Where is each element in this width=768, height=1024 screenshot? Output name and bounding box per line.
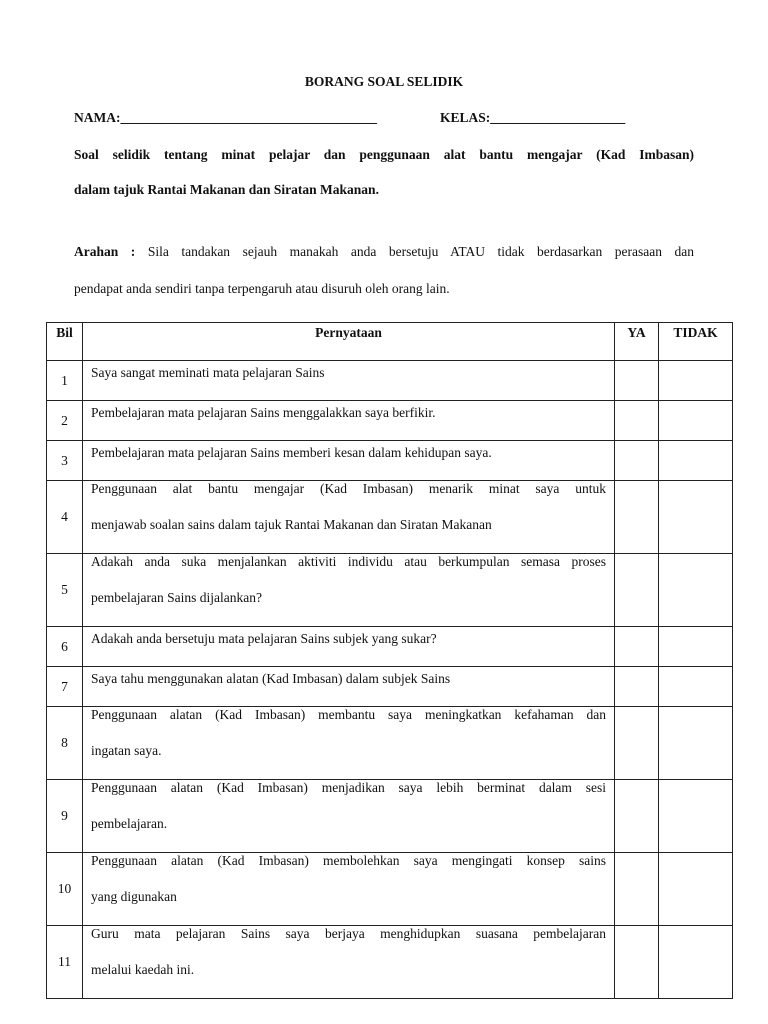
- table-row: [47, 481, 733, 554]
- row-number: 7: [47, 667, 83, 707]
- table-header-row: [47, 323, 733, 361]
- tidak-checkbox-cell[interactable]: [659, 627, 733, 667]
- statement-line-1: Penggunaan alat bantu mengajar (Kad Imbasan) menarik minat saya untuk: [91, 481, 606, 496]
- ya-checkbox-cell[interactable]: [615, 481, 659, 554]
- form-title: BORANG SOAL SELIDIK: [304, 74, 464, 89]
- statement-line-2: menjawab soalan sains dalam tajuk Rantai Makanan dan Siratan Makanan: [91, 517, 492, 532]
- intro-line-1: Soal selidik tentang minat pelajar dan penggunaan alat bantu mengajar (Kad Imbasan): [74, 147, 694, 162]
- tidak-checkbox-cell[interactable]: [659, 707, 733, 780]
- row-number: 3: [47, 441, 83, 481]
- ya-checkbox-cell[interactable]: [615, 441, 659, 481]
- tidak-checkbox-cell[interactable]: [659, 361, 733, 401]
- ya-checkbox-cell[interactable]: [615, 667, 659, 707]
- row-number: 2: [47, 401, 83, 441]
- header-tidak: TIDAK: [659, 323, 733, 361]
- tidak-checkbox-cell[interactable]: [659, 441, 733, 481]
- statement-text: Pembelajaran mata pelajaran Sains menggalakkan saya berfikir.: [91, 405, 436, 420]
- tidak-checkbox-cell[interactable]: [659, 780, 733, 853]
- ya-checkbox-cell[interactable]: [615, 627, 659, 667]
- table-row: [47, 853, 733, 926]
- tidak-checkbox-cell[interactable]: [659, 667, 733, 707]
- kelas-blank-line[interactable]: ____________________: [490, 110, 626, 125]
- statement-cell: [83, 481, 615, 554]
- statement-cell: [83, 401, 615, 441]
- row-number: 4: [47, 481, 83, 554]
- tidak-checkbox-cell[interactable]: [659, 554, 733, 627]
- instruction-text-1: Sila tandakan sejauh manakah anda bersetuju ATAU tidak berdasarkan perasaan dan: [147, 244, 695, 259]
- ya-checkbox-cell[interactable]: [615, 926, 659, 999]
- intro-line-2: dalam tajuk Rantai Makanan dan Siratan Makanan.: [74, 182, 379, 197]
- table-row: [47, 627, 733, 667]
- instruction-label: Arahan :: [74, 244, 136, 259]
- table-row: [47, 401, 733, 441]
- ya-checkbox-cell[interactable]: [615, 554, 659, 627]
- row-number: 10: [47, 853, 83, 926]
- row-number: 11: [47, 926, 83, 999]
- statement-line-1: Guru mata pelajaran Sains saya berjaya menghidupkan suasana pembelajaran: [91, 926, 606, 941]
- kelas-field[interactable]: [440, 110, 625, 126]
- row-number: 6: [47, 627, 83, 667]
- row-number: 8: [47, 707, 83, 780]
- statement-line-1: Adakah anda suka menjalankan aktiviti individu atau berkumpulan semasa proses: [91, 554, 606, 569]
- statement-line-2: ingatan saya.: [91, 743, 162, 758]
- tidak-checkbox-cell[interactable]: [659, 853, 733, 926]
- survey-intro: [74, 146, 694, 207]
- table-row: [47, 707, 733, 780]
- statement-cell: [83, 707, 615, 780]
- ya-checkbox-cell[interactable]: [615, 707, 659, 780]
- statement-line-2: pembelajaran.: [91, 816, 168, 831]
- statement-cell: [83, 780, 615, 853]
- instruction-line-2: pendapat anda sendiri tanpa terpengaruh atau disuruh oleh orang lain.: [74, 281, 450, 296]
- statement-line-1: Penggunaan alatan (Kad Imbasan) menjadikan saya lebih berminat dalam sesi: [91, 780, 606, 795]
- kelas-label: KELAS:: [440, 110, 491, 125]
- row-number: 9: [47, 780, 83, 853]
- table-row: [47, 926, 733, 999]
- instruction-line-1: [74, 233, 694, 270]
- statement-text: Pembelajaran mata pelajaran Sains memberi kesan dalam kehidupan saya.: [91, 445, 492, 460]
- table-row: [47, 780, 733, 853]
- statement-line-2: pembelajaran Sains dijalankan?: [91, 590, 262, 605]
- nama-field[interactable]: [74, 110, 377, 126]
- row-number: 5: [47, 554, 83, 627]
- statement-text: Saya sangat meminati mata pelajaran Sains: [91, 365, 325, 380]
- instruction: [74, 245, 694, 307]
- statement-text: Adakah anda bersetuju mata pelajaran Sains subjek yang sukar?: [91, 631, 437, 646]
- survey-table: [46, 322, 733, 999]
- header-pernyataan: Pernyataan: [83, 323, 615, 361]
- statement-cell: [83, 853, 615, 926]
- statement-cell: [83, 627, 615, 667]
- tidak-checkbox-cell[interactable]: [659, 926, 733, 999]
- nama-label: NAMA:: [74, 110, 121, 125]
- ya-checkbox-cell[interactable]: [615, 361, 659, 401]
- ya-checkbox-cell[interactable]: [615, 780, 659, 853]
- statement-cell: [83, 361, 615, 401]
- table-row: [47, 361, 733, 401]
- header-bil: Bil: [47, 323, 83, 361]
- table-row: [47, 554, 733, 627]
- header-ya: YA: [615, 323, 659, 361]
- statement-line-2: melalui kaedah ini.: [91, 962, 195, 977]
- statement-line-1: Penggunaan alatan (Kad Imbasan) membantu saya meningkatkan kefahaman dan: [91, 707, 606, 722]
- ya-checkbox-cell[interactable]: [615, 853, 659, 926]
- ya-checkbox-cell[interactable]: [615, 401, 659, 441]
- tidak-checkbox-cell[interactable]: [659, 401, 733, 441]
- nama-blank-line[interactable]: ______________________________________: [120, 110, 377, 125]
- row-number: 1: [47, 361, 83, 401]
- statement-line-2: yang digunakan: [91, 889, 177, 904]
- statement-text: Saya tahu menggunakan alatan (Kad Imbasan) dalam subjek Sains: [91, 671, 451, 686]
- statement-cell: [83, 554, 615, 627]
- statement-cell: [83, 926, 615, 999]
- statement-line-1: Penggunaan alatan (Kad Imbasan) membolehkan saya mengingati konsep sains: [91, 853, 606, 868]
- tidak-checkbox-cell[interactable]: [659, 481, 733, 554]
